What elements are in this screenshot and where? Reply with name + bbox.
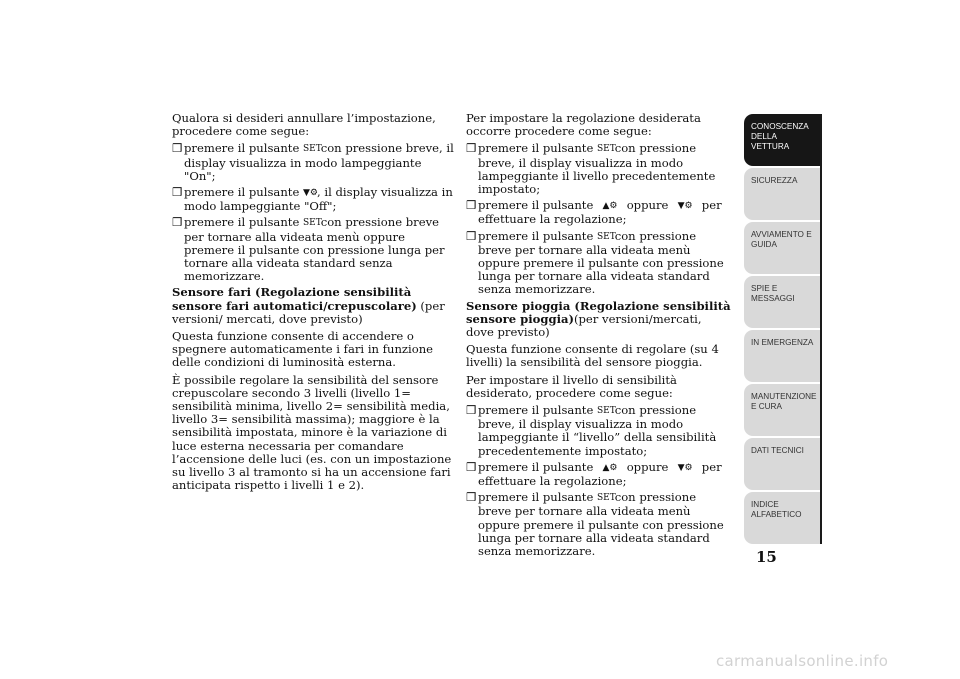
tab-indice-alfabetico[interactable]: INDICE ALFABETICO [744, 492, 820, 544]
right-bullet-1: ❒ premere il pulsante SET con pressione breve, il display visualizza in modo lampeggiante il livello precedentemente impostato; [466, 141, 716, 197]
down-arrow-button-icon: ▼⚙ [677, 201, 693, 212]
checkbox-bullet-icon: ❒ [466, 490, 477, 505]
checkbox-bullet-icon: ❒ [172, 215, 183, 230]
right-bullet-6: ❒ premere il pulsante SET con pressione breve per tornare alla videata menù oppure premere il pulsante con pressione lunga per tornare alla videata standard senza memorizzare. [466, 490, 724, 559]
checkbox-bullet-icon: ❒ [172, 185, 183, 200]
tab-in-emergenza[interactable]: IN EMERGENZA [744, 330, 820, 382]
left-column [172, 112, 454, 496]
tab-spie-e-messaggi[interactable]: SPIE E MESSAGGI [744, 276, 820, 328]
page-number: 15 [756, 548, 777, 566]
checkbox-bullet-icon: ❒ [172, 141, 183, 156]
set-button-icon: SET [303, 144, 322, 155]
set-button-icon: SET [597, 493, 616, 504]
tab-dati-tecnici[interactable]: DATI TECNICI [744, 438, 820, 490]
chapter-sidebar [744, 114, 820, 546]
left-bullet-1: ❒ premere il pulsante SET con pressione breve, il display visualizza in modo lampeggiante "On"; [172, 141, 454, 183]
checkbox-bullet-icon: ❒ [466, 459, 477, 474]
set-button-icon: SET [597, 406, 616, 417]
checkbox-bullet-icon: ❒ [466, 228, 477, 243]
down-arrow-button-icon: ▼⚙ [677, 462, 693, 473]
set-button-icon: SET [597, 231, 616, 242]
right-column [466, 112, 732, 561]
checkbox-bullet-icon: ❒ [466, 403, 477, 418]
set-button-icon: SET [597, 144, 616, 155]
sidebar-divider [820, 114, 822, 544]
right-bullet-4: ❒ premere il pulsante SET con pressione breve, il display visualizza in modo lampeggiante il “livello” della sensibilità precedentemente impostato; [466, 403, 717, 458]
watermark: carmanualsonline.info [716, 652, 889, 670]
tab-conoscenza-della-vettura[interactable]: CONOSCENZA DELLA VETTURA [744, 114, 820, 166]
up-arrow-button-icon: ▲⚙ [602, 462, 618, 473]
left-bullet-3: ❒ premere il pulsante SET con pressione breve per tornare alla videata menù oppure premere il pulsante con pressione lunga per tornare alla videata standard senza memorizzare. [172, 215, 445, 284]
up-arrow-button-icon: ▲⚙ [602, 201, 618, 212]
tab-avviamento-e-guida[interactable]: AVVIAMENTO E GUIDA [744, 222, 820, 274]
checkbox-bullet-icon: ❒ [466, 198, 477, 213]
right-bullet-3: ❒ premere il pulsante SET con pressione breve per tornare alla videata menù oppure premere il pulsante con pressione lunga per tornare alla videata standard senza memorizzare. [466, 228, 724, 297]
down-arrow-button-icon: ▼⚙ [303, 188, 319, 199]
right-bullet-2: ❒ premere il pulsante ▲⚙ oppure ▼⚙ per effettuare la regolazione; [466, 198, 722, 227]
left-intro: Qualora si desideri annullare l’impostazione, procedere come segue: [172, 111, 436, 139]
left-para-1: Questa funzione consente di accendere o spegnere automaticamente i fari in funzione delle condizioni di luminosità esterna. [172, 329, 434, 370]
right-para-2: Per impostare il livello di sensibilità desiderato, procedere come segue: [466, 372, 677, 400]
right-intro: Per impostare la regolazione desiderata occorre procedere come segue: [466, 111, 701, 139]
checkbox-bullet-icon: ❒ [466, 141, 477, 156]
left-para-2: È possibile regolare la sensibilità del sensore crepuscolare secondo 3 livelli (livello 1= sensibilità minima, livello 2= sensibilità media, livello 3= sensibilità massima); maggiore è la sensibilità impostata, minore è la variazione di luce esterna necessaria per comandare l’accensione delle luci (es. con un impostazione su livello 3 al tramonto si ha un accensione fari anticipata rispetto i livelli 1 e 2). [172, 372, 452, 493]
tab-sicurezza[interactable]: SICUREZZA [744, 168, 820, 220]
set-button-icon: SET [303, 218, 322, 229]
right-bullet-5: ❒ premere il pulsante ▲⚙ oppure ▼⚙ per effettuare la regolazione; [466, 459, 722, 489]
tab-manutenzione-e-cura[interactable]: MANUTENZIONE E CURA [744, 384, 820, 436]
section-heading-sensore-pioggia: Sensore pioggia (Regolazione sensibilità sensore pioggia)(per versioni/mercati, dove previsto) [466, 298, 731, 340]
section-heading-sensore-fari: Sensore fari (Regolazione sensibilità sensore fari automatici/crepuscolare) (per versioni/ mercati, dove previsto) [172, 285, 445, 326]
right-para-1: Questa funzione consente di regolare (su 4 livelli) la sensibilità del sensore pioggia. [466, 342, 719, 370]
left-bullet-2: ❒ premere il pulsante ▼⚙, il display visualizza in modo lampeggiante "Off"; [172, 185, 453, 214]
